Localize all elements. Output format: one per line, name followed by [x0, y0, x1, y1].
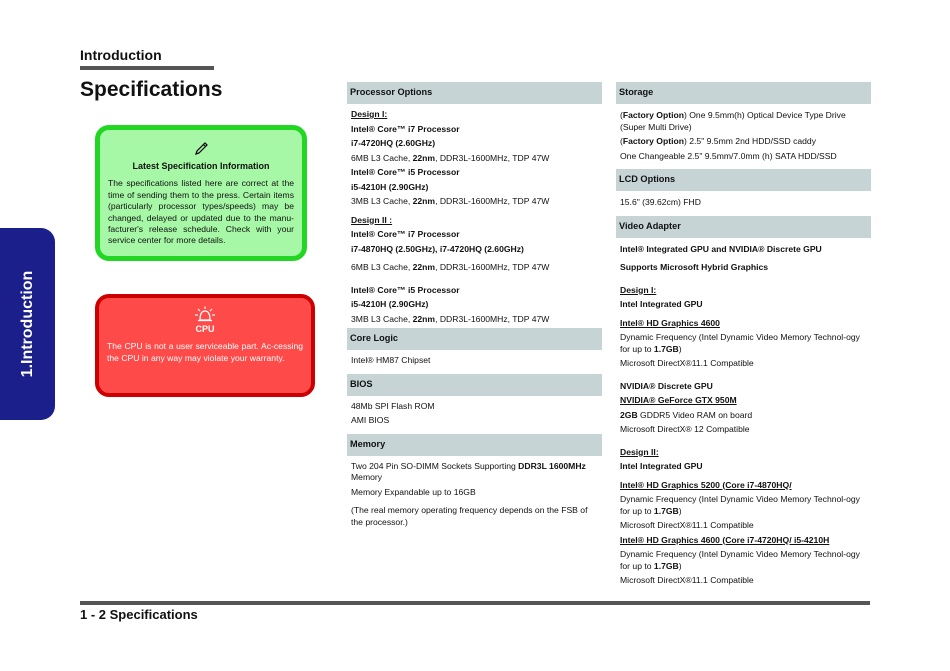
d1-i5-name: Intel® Core™ i5 Processor: [351, 167, 460, 177]
v-d2-model-2-dx: Microsoft DirectX®11.1 Compatible: [620, 575, 754, 585]
memory-line-3: (The real memory operating frequency depends on the FSB of the processor.): [351, 505, 588, 527]
video-intro-2: Supports Microsoft Hybrid Graphics: [620, 262, 769, 272]
v-d2-model-1-freq: Dynamic Frequency (Intel Dynamic Video Memory Technol-ogy for up to 1.7GB): [620, 494, 860, 516]
bios-heading: BIOS: [347, 374, 602, 396]
note-title: Latest Specification Information: [132, 161, 270, 171]
d2-i7-name: Intel® Core™ i7 Processor: [351, 229, 460, 239]
pencil-icon: [108, 140, 294, 160]
bios-line-2: AMI BIOS: [351, 415, 390, 425]
design-1-label: Design I:: [351, 109, 388, 119]
warning-title: CPU: [195, 324, 215, 334]
d1-i5-model: i5-4210H (2.90GHz): [351, 181, 429, 192]
v-d1-integrated-model: Intel® HD Graphics 4600: [620, 317, 720, 328]
d2-i5-name: Intel® Core™ i5 Processor: [351, 284, 460, 295]
d1-i7-model: i7-4720HQ (2.60GHz): [351, 138, 436, 148]
v-d1-integrated-dx: Microsoft DirectX®11.1 Compatible: [620, 358, 754, 368]
design-2-label: Design II :: [351, 214, 393, 225]
bios-line-1: 48Mb SPI Flash ROM: [351, 400, 435, 411]
processor-options-heading: Processor Options: [347, 82, 602, 104]
memory-heading: Memory: [347, 434, 602, 456]
v-d1-integrated-freq: Dynamic Frequency (Intel Dynamic Video Memory Technol-ogy for up to 1.7GB): [620, 332, 860, 354]
video-design-1-label: Design I:: [620, 284, 657, 295]
d1-i7-cache: 6MB L3 Cache, 22nm, DDR3L-1600MHz, TDP 47W: [351, 152, 550, 163]
d2-i5-model: i5-4210H (2.90GHz): [351, 299, 429, 309]
spec-column-left: [347, 82, 602, 531]
v-d2-model-1-dx: Microsoft DirectX®11.1 Compatible: [620, 520, 754, 530]
storage-heading: Storage: [616, 82, 871, 104]
memory-line-2: Memory Expandable up to 16GB: [351, 486, 476, 497]
cpu-warning-icon: [107, 306, 303, 324]
page-title: Specifications: [80, 78, 223, 101]
storage-line-2: (Factory Option) 2.5" 9.5mm 2nd HDD/SSD caddy: [620, 136, 817, 146]
v-d1-nvidia: NVIDIA® Discrete GPU: [620, 380, 713, 391]
d2-i7-cache: 6MB L3 Cache, 22nm, DDR3L-1600MHz, TDP 47W: [351, 262, 550, 272]
footer-rule: [80, 601, 870, 605]
warning-body: The CPU is not a user serviceable part. Ac-cessing the CPU in any way may violate your warranty.: [107, 341, 303, 363]
chapter-side-tab: [0, 228, 55, 420]
core-logic-value: Intel® HM87 Chipset: [351, 355, 431, 365]
header-rule: [80, 66, 214, 70]
chapter-side-tab-label: 1.Introduction: [18, 270, 36, 378]
v-d2-model-2: Intel® HD Graphics 4600 (Core i7-4720HQ/ i5-4210H: [620, 534, 830, 545]
page-footer: 1 - 2 Specifications: [80, 607, 198, 622]
v-d1-nvidia-model: NVIDIA® GeForce GTX 950M: [620, 395, 737, 405]
spec-info-note: [95, 125, 307, 261]
note-body: The specifications listed here are correct at the time of sending them to the press. Certain items (particularly processor types/speeds) may be changed, delayed or updated due to the manu-facturer's release schedule. Check with your service center for more details.: [108, 178, 294, 246]
video-design-2-label: Design II:: [620, 446, 659, 457]
d2-i5-cache: 3MB L3 Cache, 22nm, DDR3L-1600MHz, TDP 47W: [351, 313, 550, 324]
v-d1-nvidia-memory: 2GB GDDR5 Video RAM on board: [620, 409, 753, 420]
d1-i5-cache: 3MB L3 Cache, 22nm, DDR3L-1600MHz, TDP 47W: [351, 196, 550, 206]
lcd-options-heading: LCD Options: [616, 169, 871, 191]
lcd-value: 15.6" (39.62cm) FHD: [620, 197, 701, 207]
section-header: Introduction: [80, 47, 162, 63]
storage-line-3: One Changeable 2.5" 9.5mm/7.0mm (h) SATA HDD/SSD: [620, 150, 837, 161]
cpu-warning-note: [95, 294, 315, 397]
v-d1-integrated: Intel Integrated GPU: [620, 299, 703, 309]
core-logic-heading: Core Logic: [347, 328, 602, 350]
d2-i7-model: i7-4870HQ (2.50GHz), i7-4720HQ (2.60GHz): [351, 243, 524, 254]
v-d2-model-1: Intel® HD Graphics 5200 (Core i7-4870HQ/: [620, 479, 792, 490]
video-intro-1: Intel® Integrated GPU and NVIDIA® Discrete GPU: [620, 243, 822, 254]
spec-column-right: [616, 82, 871, 590]
video-adapter-heading: Video Adapter: [616, 216, 871, 238]
storage-line-1: (Factory Option) One 9.5mm(h) Optical Device Type Drive (Super Multi Drive): [620, 110, 846, 132]
v-d1-nvidia-dx: Microsoft DirectX® 12 Compatible: [620, 424, 750, 434]
v-d2-model-2-freq: Dynamic Frequency (Intel Dynamic Video Memory Technol-ogy for up to 1.7GB): [620, 549, 860, 571]
memory-line-1: Two 204 Pin SO-DIMM Sockets Supporting DDR3L 1600MHz Memory: [351, 460, 586, 482]
d1-i7-name: Intel® Core™ i7 Processor: [351, 123, 460, 134]
v-d2-integrated: Intel Integrated GPU: [620, 461, 703, 471]
